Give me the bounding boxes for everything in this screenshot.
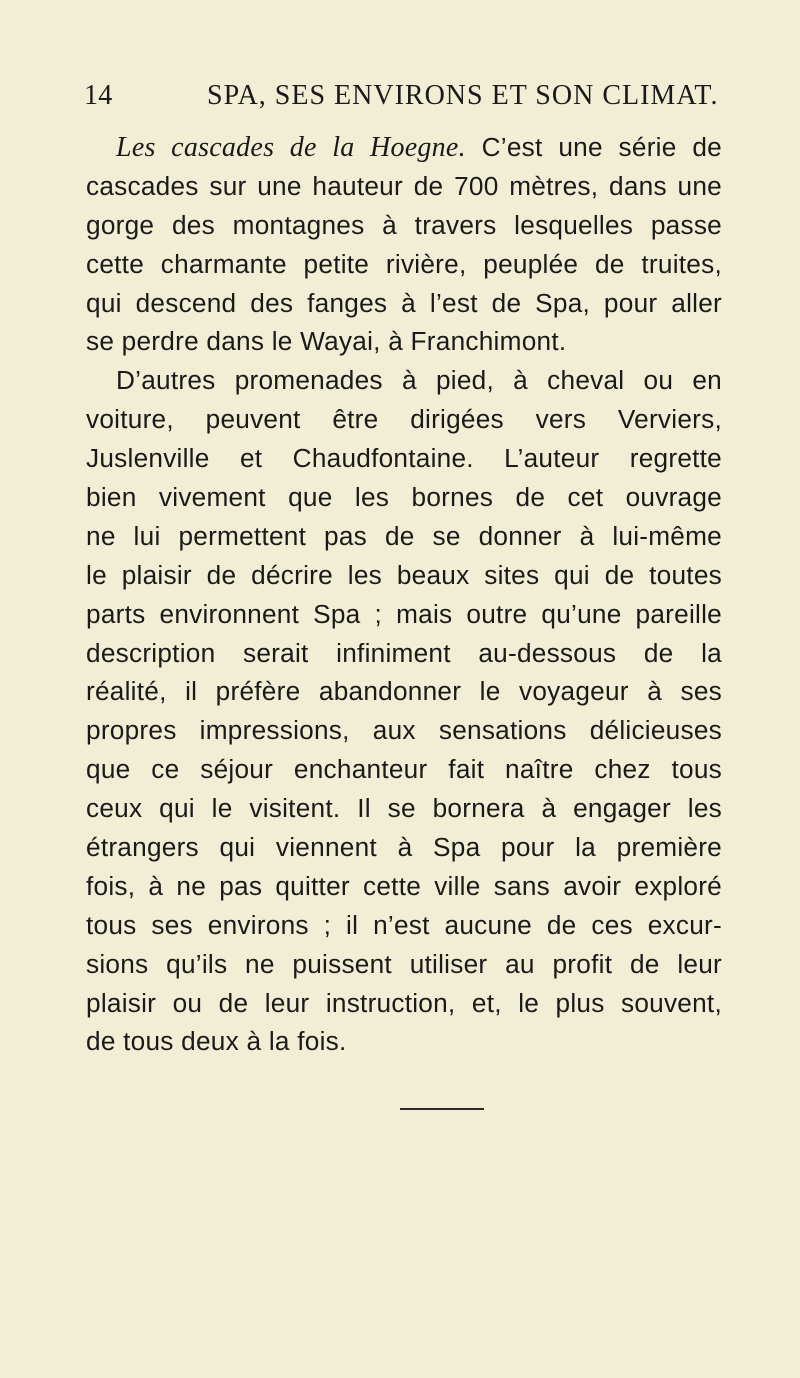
text-line: D’autres promenades à pied, à cheval ou en xyxy=(116,365,722,396)
text-line: propres impressions, aux sensations délicieuses xyxy=(86,715,722,746)
running-head-title: SPA, SES ENVIRONS ET SON CLIMAT. xyxy=(207,80,719,111)
text-line: cette charmante petite rivière, peuplée de truites, xyxy=(86,248,722,279)
text-line: tous ses environs ; il n’est aucune de ces excur- xyxy=(86,909,722,940)
text-line: sions qu’ils ne puissent utiliser au profit de leur xyxy=(86,948,722,979)
text-line: réalité, il préfère abandonner le voyageur à ses xyxy=(86,676,722,707)
text-line xyxy=(86,128,722,167)
text-line: Juslenville et Chaudfontaine. L’auteur regrette xyxy=(86,443,722,474)
end-rule-divider xyxy=(400,1108,484,1110)
text-line: description serait infiniment au-dessous de la xyxy=(86,637,722,668)
text-line: cascades sur une hauteur de 700 mètres, dans une xyxy=(86,170,722,201)
text-line: bien vivement que les bornes de cet ouvrage xyxy=(86,482,722,513)
text-line-content: C’est une série de xyxy=(465,132,722,162)
text-line: voiture, peuvent être dirigées vers Verviers, xyxy=(86,404,722,435)
text-line: ne lui permettent pas de se donner à lui-même xyxy=(86,520,722,551)
text-line: le plaisir de décrire les beaux sites qui de toutes xyxy=(86,559,722,590)
text-line: de tous deux à la fois. xyxy=(86,1026,347,1057)
running-head xyxy=(0,80,800,120)
text-line: gorge des montagnes à travers lesquelles passe xyxy=(86,209,722,240)
text-line: fois, à ne pas quitter cette ville sans avoir exploré xyxy=(86,870,722,901)
text-line: étrangers qui viennent à Spa pour la première xyxy=(86,832,722,863)
text-line: que ce séjour enchanteur fait naître chez tous xyxy=(86,754,722,785)
section-heading: Les cascades de la Hoegne. xyxy=(116,132,466,163)
page-number: 14 xyxy=(84,80,113,111)
text-line: parts environnent Spa ; mais outre qu’une pareille xyxy=(86,598,722,629)
text-line: se perdre dans le Wayai, à Franchimont. xyxy=(86,326,567,357)
text-line: qui descend des fanges à l’est de Spa, pour aller xyxy=(86,287,722,318)
body-text xyxy=(86,128,722,1061)
text-line: ceux qui le visitent. Il se bornera à engager les xyxy=(86,793,722,824)
text-line: plaisir ou de leur instruction, et, le plus souvent, xyxy=(86,987,722,1018)
